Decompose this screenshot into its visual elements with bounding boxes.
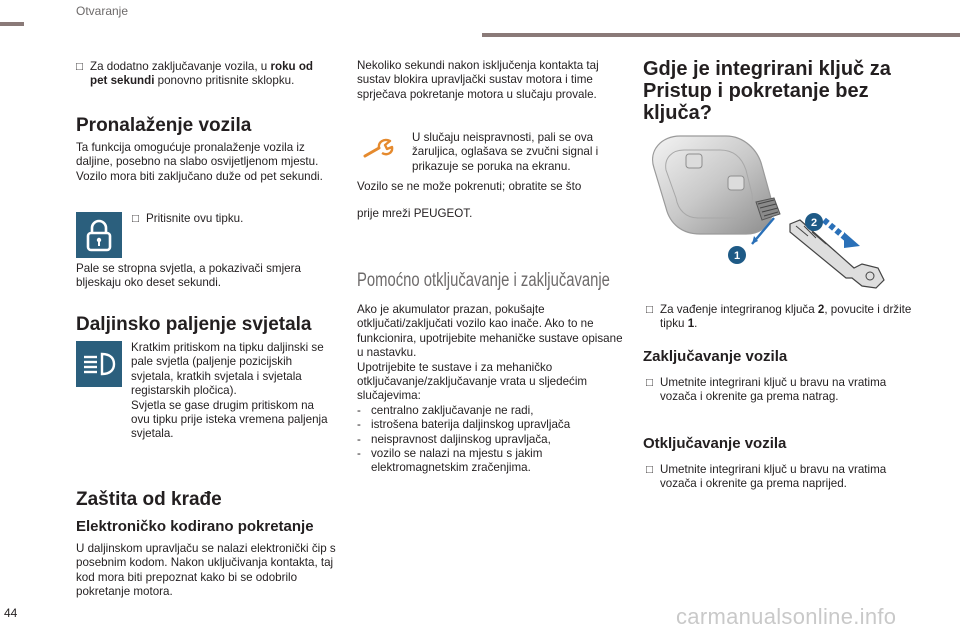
backup-body-text-2: Upotrijebite te sustave i za mehaničko otključavanje/zaključavanje vrata u sljedećim slučajevima: <box>357 360 588 403</box>
list-item: - vozilo se nalazi na mjestu s jakim elektromagnetskim zračenjima. <box>357 447 625 476</box>
checkbox-icon: □ <box>646 376 654 389</box>
backup-title: Pomoćno otključavanje i zaključavanje <box>357 270 610 291</box>
lights-body-text: Kratkim pritiskom na tipku daljinski se pale svjetla (paljenje pozicijskih svjetala, kratkih svjetala i svjetala registarskih pločica). <box>131 341 324 398</box>
immobiliser-body: Nekoliko sekundi nakon isključenja kontakta taj sustav blokira upravljački sustav motora i time sprječava pokretanje motora u slučaju provale. <box>357 59 599 101</box>
lock-step <box>646 376 912 405</box>
checkbox-icon: □ <box>76 60 84 73</box>
step-text: Za vađenje integriranog ključa <box>660 303 818 316</box>
key-extract-step <box>646 303 912 332</box>
headlight-icon <box>76 341 122 387</box>
lock-step-text: Umetnite integrirani ključ u bravu na vratima vozača i okrenite ga prema natrag. <box>660 376 887 404</box>
find-body: Ta funkcija omogućuje pronalaženje vozila iz daljine, posebno na slabo osvijetljenom mjestu. Vozilo mora biti zaključano duže od pet sekundi. <box>76 141 323 183</box>
find-result: Pale se stropna svjetla, a pokazivači smjera bljeskaju oko deset sekundi. <box>76 262 301 290</box>
list-item: - centralno zaključavanje ne radi, <box>357 403 534 417</box>
case-text: istrošena baterija daljinskog upravljača <box>371 418 571 432</box>
checkbox-icon: □ <box>132 212 140 225</box>
checkbox-icon: □ <box>646 303 654 316</box>
backup-body <box>357 303 625 476</box>
page-number: 44 <box>4 606 18 620</box>
theft-title: Zaštita od krađe <box>76 489 222 510</box>
intro-suffix: ponovno pritisnite sklopku. <box>154 74 295 88</box>
dealer-text-1: Vozilo se ne može pokrenuti; obratite se što <box>357 180 582 193</box>
step-key: 2 <box>817 303 825 316</box>
backup-body-text: Ako je akumulator prazan, pokušajte otključati/zaključati vozilo kao inače. Ako to ne funkcionira, upotrijebite mehaničke sustave opisane u nastavku. <box>357 303 623 360</box>
intro-note <box>76 60 332 89</box>
step-text-mid: , povucite i držite tipku <box>660 303 912 331</box>
step-end: . <box>694 317 698 331</box>
find-step <box>132 212 332 226</box>
lights-title: Daljinsko paljenje svjetala <box>76 314 312 335</box>
step-button: 1 <box>687 317 695 331</box>
unlock-step-text: Umetnite integrirani ključ u bravu na vratima vozača i okrenite ga prema naprijed. <box>660 463 887 491</box>
lights-body <box>131 341 335 442</box>
lights-body-text-2: Svjetla se gase drugim pritiskom na ovu tipku prije isteka vremena paljenja svjetala. <box>131 398 328 441</box>
list-item: - istrošena baterija daljinskog upravljača <box>357 418 571 432</box>
header-accent-bar-left <box>0 22 24 26</box>
unlock-step <box>646 463 912 492</box>
key-illustration <box>640 128 900 300</box>
theft-body: U daljinskom upravljaču se nalazi elektronički čip s posebnim kodom. Nakon uključivanja kontakta, taj kod mora biti prepoznat kako bi se odobrilo pokretanje motora. <box>76 542 336 599</box>
callout-1: 1 <box>733 250 741 262</box>
wrench-warning-icon <box>362 136 394 160</box>
theft-subtitle: Elektroničko kodirano pokretanje <box>76 518 314 535</box>
case-text: neispravnost daljinskog upravljača, <box>371 432 551 446</box>
section-label: Otvaranje <box>76 4 129 18</box>
keyless-title: Gdje je integrirani ključ za Pristup i pokretanje bez ključa? <box>643 58 891 124</box>
intro-bold: roku od pet sekundi <box>90 60 313 88</box>
find-step-text: Pritisnite ovu tipku. <box>146 212 244 225</box>
intro-text: Za dodatno zaključavanje vozila, u <box>90 60 271 73</box>
warning-text: U slučaju neispravnosti, pali se ova žaruljica, oglašava se zvučni signal i prikazuje se poruka na ekranu. <box>412 131 599 173</box>
padlock-icon <box>76 212 122 258</box>
checkbox-icon: □ <box>646 463 654 476</box>
case-text: centralno zaključavanje ne radi, <box>371 403 534 417</box>
lock-title: Zaključavanje vozila <box>643 348 788 365</box>
callout-2: 2 <box>810 217 818 229</box>
header-accent-bar-right <box>482 33 960 37</box>
list-item: - neispravnost daljinskog upravljača, <box>357 432 551 446</box>
unlock-title: Otključavanje vozila <box>643 435 787 452</box>
find-title: Pronalaženje vozila <box>76 115 252 136</box>
dealer-text-2: prije mreži PEUGEOT. <box>357 207 473 220</box>
watermark: carmanualsonline.info <box>676 604 897 629</box>
case-text: vozilo se nalazi na mjestu s jakim elektromagnetskim zračenjima. <box>371 447 543 475</box>
